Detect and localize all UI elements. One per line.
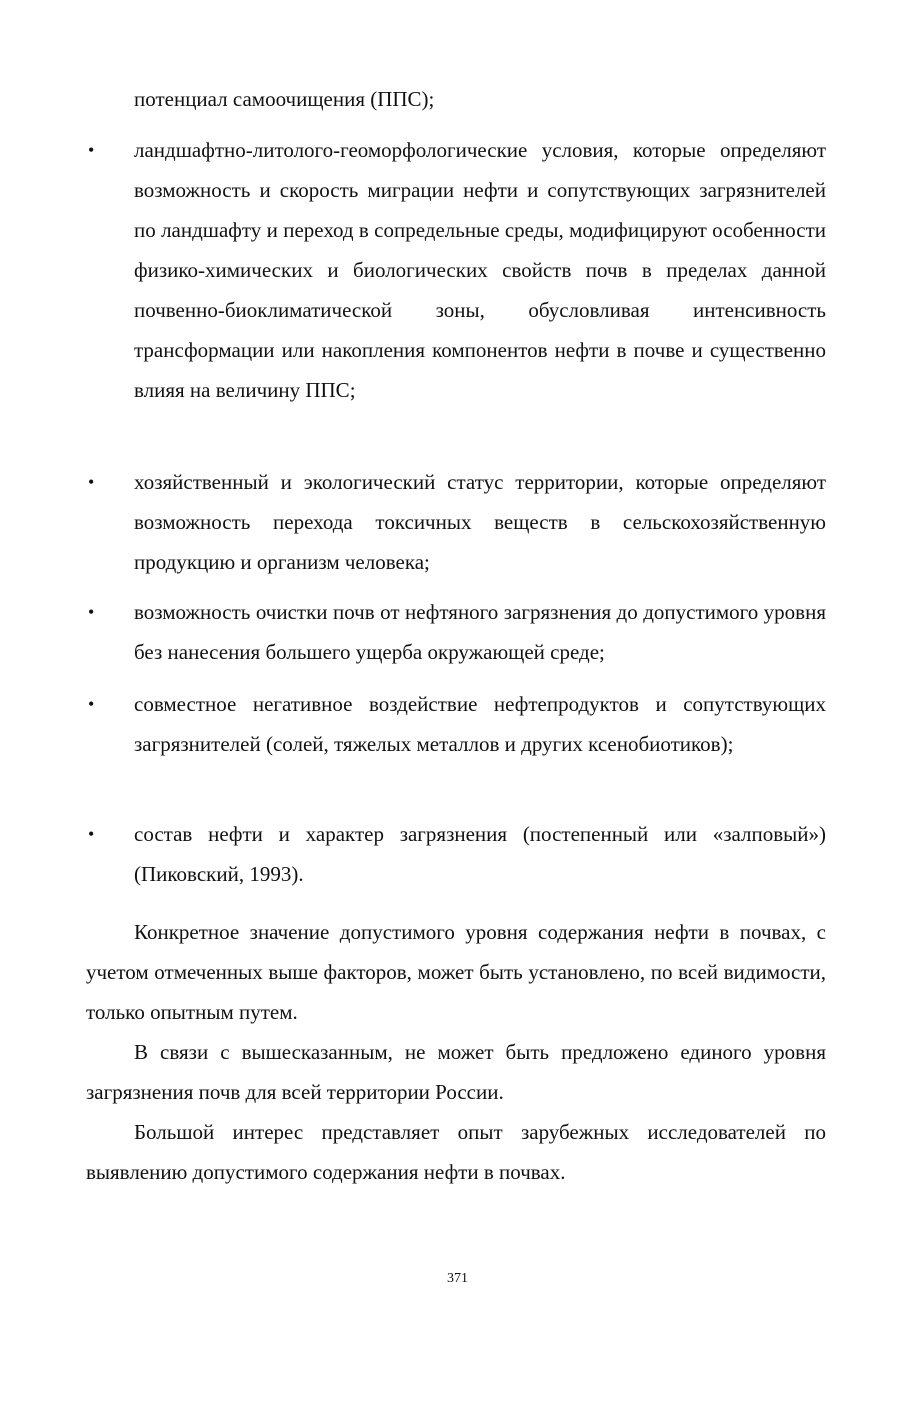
- bullet-item-text: ландшафтно-литолого-геоморфологические условия, которые определяют возможность и скорость миграции нефти и сопутствующих загрязнителей по ландшафту и переход в сопредельные среды, модифицируют особенности физико-химических и биологических свойств почв в пределах данной почвенно-биоклиматической зоны, обусловливая интенсивность трансформации или накопления компонентов нефти в почве и существенно влияя на величину ППС;: [134, 138, 826, 402]
- bullet-marker: •: [88, 602, 95, 622]
- bullet-item-text: совместное негативное воздействие нефтепродуктов и сопутствующих загрязнителей (солей, тяжелых металлов и других ксенобиотиков);: [134, 692, 826, 756]
- bullet-marker: •: [88, 472, 95, 492]
- bullet-marker: •: [88, 824, 95, 844]
- body-paragraph: Большой интерес представляет опыт зарубежных исследователей по выявлению допустимого содержания нефти в почвах.: [86, 1120, 826, 1184]
- page-number: 371: [447, 1271, 468, 1286]
- body-paragraph: В связи с вышесказанным, не может быть предложено единого уровня загрязнения почв для всей территории России.: [86, 1040, 826, 1104]
- intro-line: потенциал самоочищения (ППС);: [134, 87, 435, 111]
- bullet-marker: •: [88, 694, 95, 714]
- bullet-item-text: состав нефти и характер загрязнения (постепенный или «залповый») (Пиковский, 1993).: [134, 822, 826, 886]
- bullet-item-text: хозяйственный и экологический статус территории, которые определяют возможность перехода токсичных веществ в сельскохозяйственную продукцию и организм человека;: [134, 470, 826, 574]
- bullet-marker: •: [88, 140, 95, 160]
- bullet-item-text: возможность очистки почв от нефтяного загрязнения до допустимого уровня без нанесения большего ущерба окружающей среде;: [134, 600, 826, 664]
- body-paragraph: Конкретное значение допустимого уровня содержания нефти в почвах, с учетом отмеченных выше факторов, может быть установлено, по всей видимости, только опытным путем.: [86, 920, 826, 1024]
